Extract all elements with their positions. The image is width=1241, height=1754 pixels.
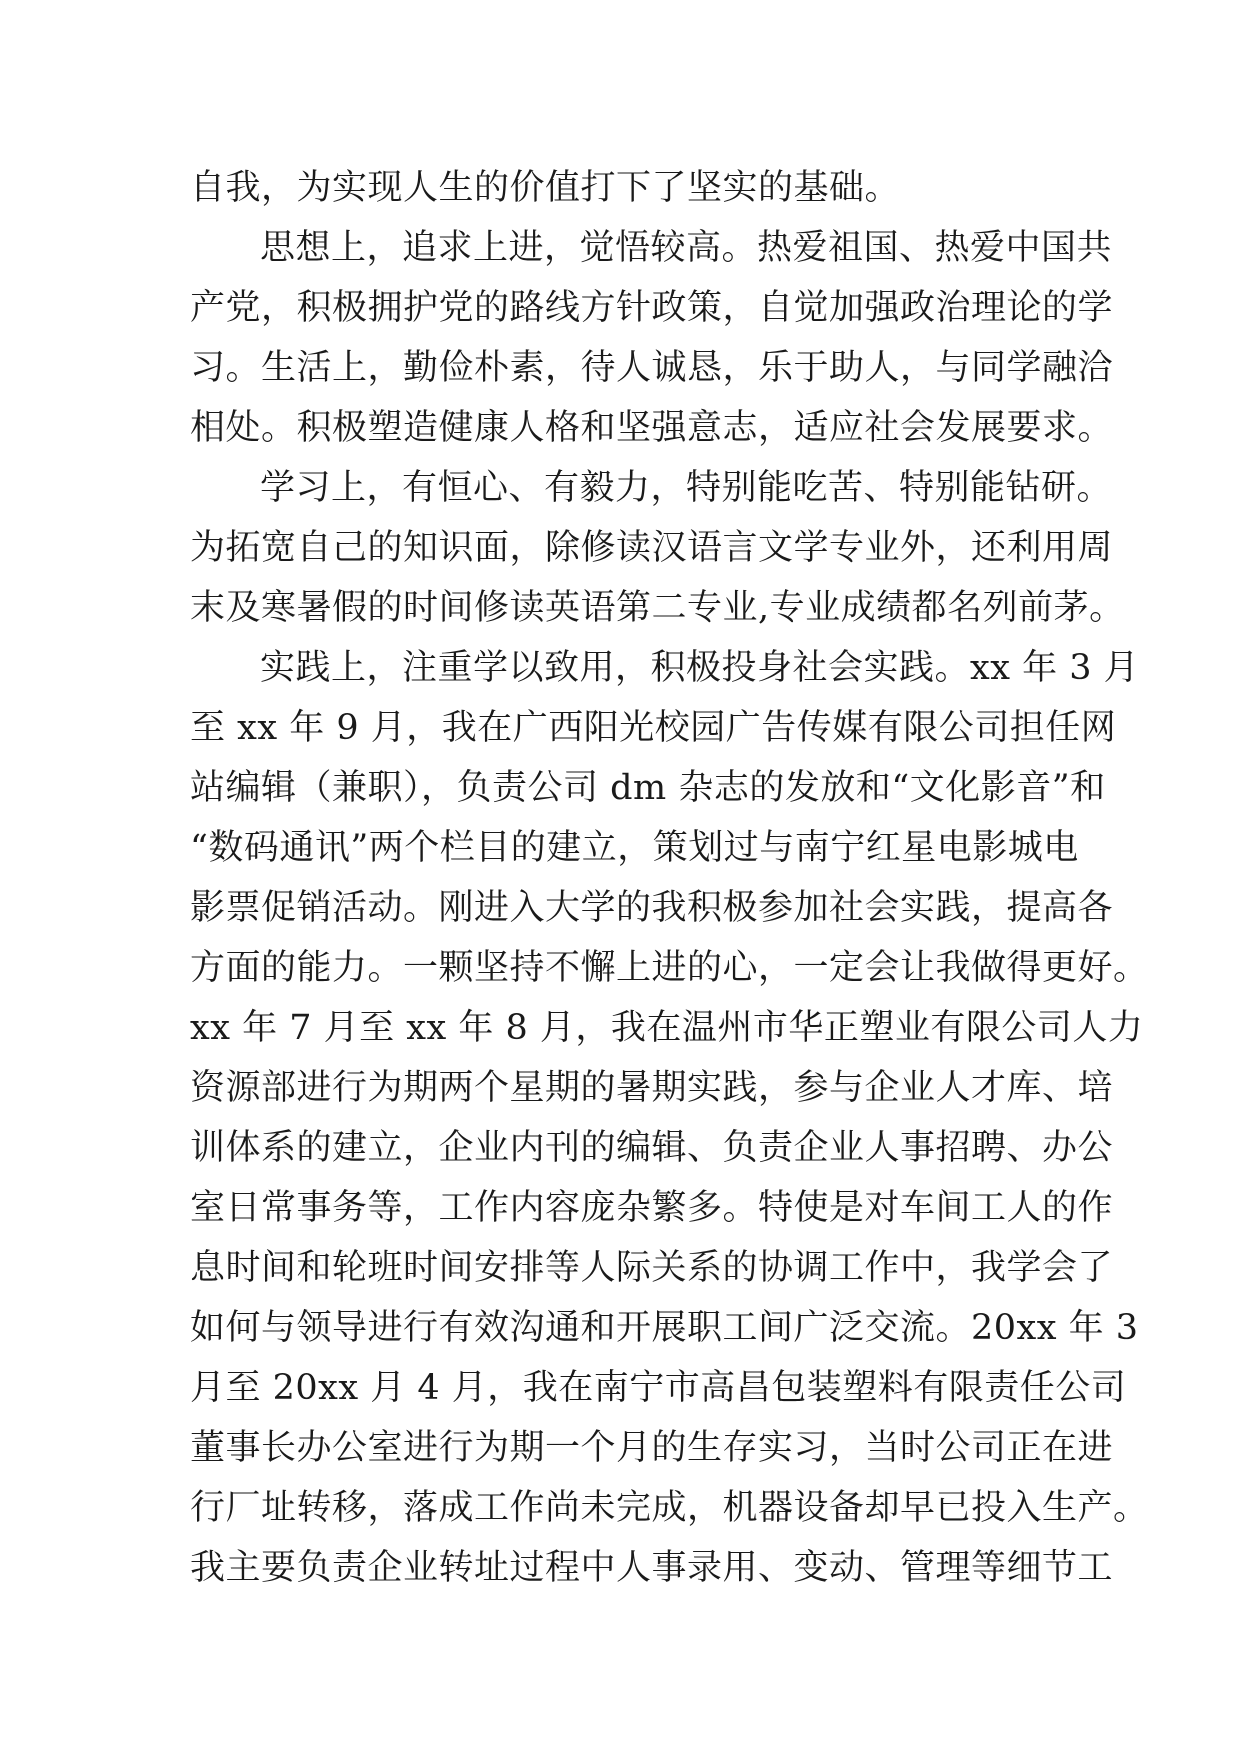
text-line: 自我，为实现人生的价值打下了坚实的基础。 bbox=[190, 168, 901, 208]
text-line: 至 xx 年 9 月，我在广西阳光校园广告传媒有限公司担任网 bbox=[190, 708, 1117, 748]
text-line: “数码通讯”两个栏目的建立，策划过与南宁红星电影城电 bbox=[190, 828, 1079, 868]
text-line: 为拓宽自己的知识面，除修读汉语言文学专业外，还利用周 bbox=[190, 528, 1114, 568]
text-line: 行厂址转移，落成工作尚未完成，机器设备却早已投入生产。 bbox=[190, 1488, 1149, 1528]
text-line: 习。生活上，勤俭朴素，待人诚恳，乐于助人，与同学融洽 bbox=[190, 348, 1114, 388]
text-line: 学习上，有恒心、有毅力，特别能吃苦、特别能钻研。 bbox=[260, 468, 1113, 508]
text-line: 月至 20xx 月 4 月，我在南宁市高昌包装塑料有限责任公司 bbox=[190, 1368, 1127, 1408]
text-line: 末及寒暑假的时间修读英语第二专业,专业成绩都名列前茅。 bbox=[190, 588, 1125, 628]
text-line: 我主要负责企业转址过程中人事录用、变动、管理等细节工 bbox=[190, 1548, 1114, 1588]
text-line: 站编辑（兼职），负责公司 dm 杂志的发放和“文化影音”和 bbox=[190, 768, 1106, 808]
text-line: 影票促销活动。刚进入大学的我积极参加社会实践，提高各 bbox=[190, 888, 1114, 928]
text-line: 资源部进行为期两个星期的暑期实践，参与企业人才库、培 bbox=[190, 1068, 1114, 1108]
text-line: 方面的能力。一颗坚持不懈上进的心，一定会让我做得更好。 bbox=[190, 948, 1149, 988]
text-line: 实践上，注重学以致用，积极投身社会实践。xx 年 3 月 bbox=[260, 648, 1140, 688]
text-line: 思想上，追求上进，觉悟较高。热爱祖国、热爱中国共 bbox=[260, 228, 1113, 268]
text-line: 产党，积极拥护党的路线方针政策，自觉加强政治理论的学 bbox=[190, 288, 1114, 328]
text-line: 息时间和轮班时间安排等人际关系的协调工作中，我学会了 bbox=[190, 1248, 1114, 1288]
body-text bbox=[190, 158, 1149, 1598]
text-line: xx 年 7 月至 xx 年 8 月，我在温州市华正塑业有限公司人力 bbox=[190, 1008, 1144, 1048]
text-line: 董事长办公室进行为期一个月的生存实习，当时公司正在进 bbox=[190, 1428, 1114, 1468]
text-line: 室日常事务等，工作内容庞杂繁多。特使是对车间工人的作 bbox=[190, 1188, 1114, 1228]
text-line: 训体系的建立，企业内刊的编辑、负责企业人事招聘、办公 bbox=[190, 1128, 1114, 1168]
text-line: 相处。积极塑造健康人格和坚强意志，适应社会发展要求。 bbox=[190, 408, 1114, 448]
text-line: 如何与领导进行有效沟通和开展职工间广泛交流。20xx 年 3 bbox=[190, 1308, 1139, 1348]
